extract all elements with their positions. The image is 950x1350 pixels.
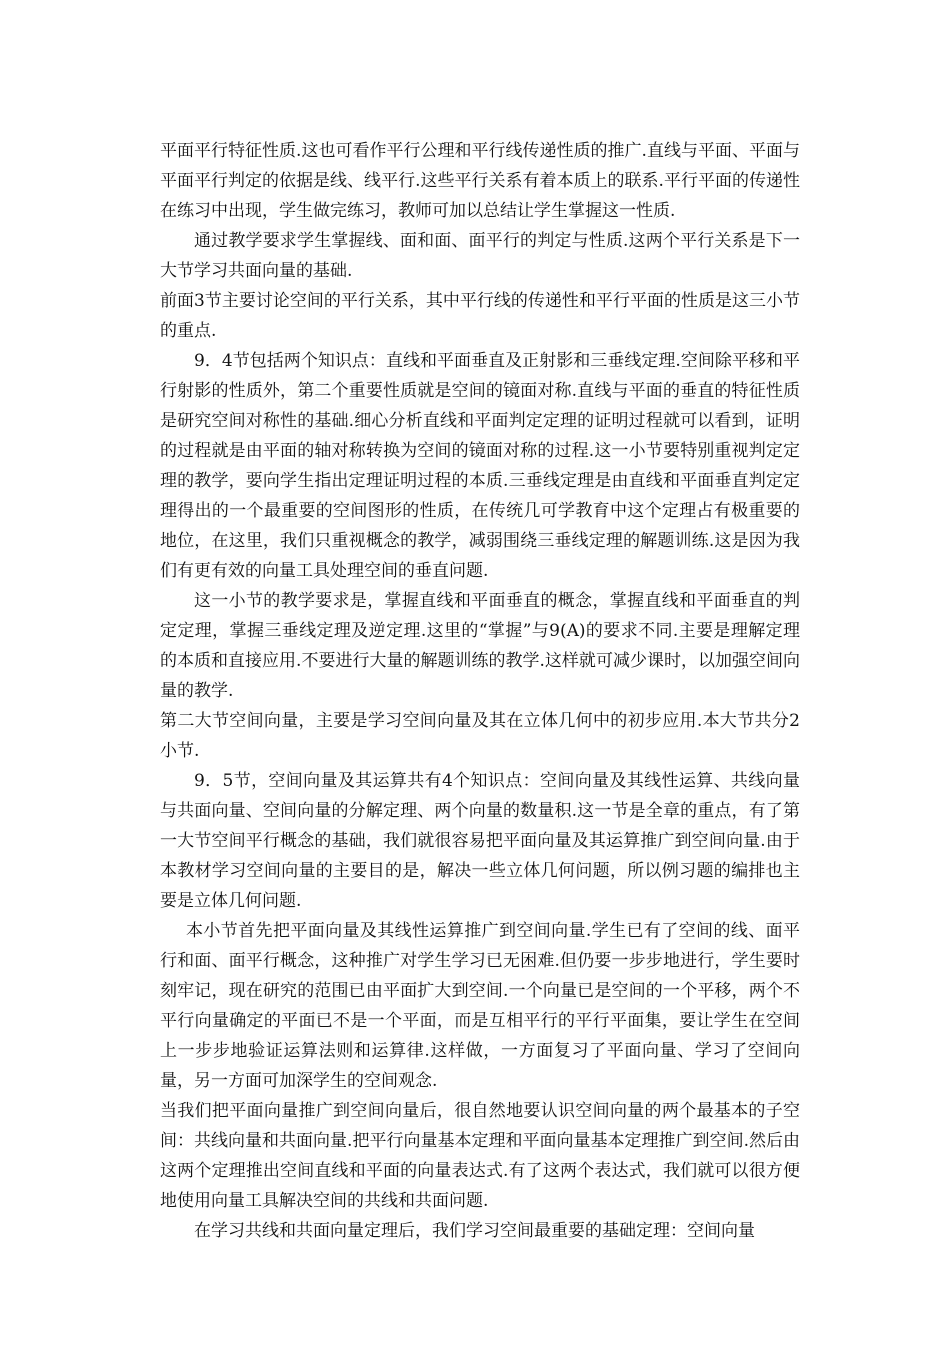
paragraph-9: 当我们把平面向量推广到空间向量后，很自然地要认识空间向量的两个最基本的子空间：共线向量和共面向量.把平行向量基本定理和平面向量基本定理推广到空间.然后由这两个定理推出空间直线和平面的向量表达式.有了这两个表达式，我们就可以很方便地使用向量工具解决空间的共线和共面问题.: [160, 1101, 800, 1211]
paragraph-8: 本小节首先把平面向量及其线性运算推广到空间向量.学生已有了空间的线、面平行和面、面平行概念，这种推广对学生学习已无困难.但仍要一步步地进行，学生要时刻牢记，现在研究的范围已由平面扩大到空间.一个向量已是空间的一个平移，两个不平行向量确定的平面已不是一个平面，而是互相平行的平行平面集，要让学生在空间上一步步地验证运算法则和运算律.这样做，一方面复习了平面向量、学习了空间向量，另一方面可加深学生的空间观念.: [160, 921, 800, 1091]
paragraph-1: 平面平行特征性质.这也可看作平行公理和平行线传递性质的推广.直线与平面、平面与平面平行判定的依据是线、线平行.这些平行关系有着本质上的联系.平行平面的传递性在练习中出现，学生做完练习，教师可加以总结让学生掌握这一性质.: [160, 141, 800, 221]
paragraph-3: 前面3节主要讨论空间的平行关系，其中平行线的传递性和平行平面的性质是这三小节的重点.: [160, 291, 800, 341]
paragraph-7: 9．5节，空间向量及其运算共有4个知识点：空间向量及其线性运算、共线向量与共面向量、空间向量的分解定理、两个向量的数量积.这一节是全章的重点，有了第一大节空间平行概念的基础，我们就很容易把平面向量及其运算推广到空间向量.由于本教材学习空间向量的主要目的是，解决一些立体几何问题，所以例习题的编排也主要是立体几何问题.: [160, 771, 800, 911]
paragraph-5: 这一小节的教学要求是，掌握直线和平面垂直的概念，掌握直线和平面垂直的判定定理，掌握三垂线定理及逆定理.这里的“掌握”与9(A)的要求不同.主要是理解定理的本质和直接应用.不要进行大量的解题训练的教学.这样就可减少课时，以加强空间向量的教学.: [160, 591, 800, 701]
paragraph-2: 通过教学要求学生掌握线、面和面、面平行的判定与性质.这两个平行关系是下一大节学习共面向量的基础.: [160, 231, 800, 281]
paragraph-10: 在学习共线和共面向量定理后，我们学习空间最重要的基础定理：空间向量: [194, 1221, 755, 1241]
document-body: [160, 136, 800, 1246]
paragraph-6: 第二大节空间向量，主要是学习空间向量及其在立体几何中的初步应用.本大节共分2小节.: [160, 711, 800, 761]
paragraph-4: 9．4节包括两个知识点：直线和平面垂直及正射影和三垂线定理.空间除平移和平行射影的性质外，第二个重要性质就是空间的镜面对称.直线与平面的垂直的特征性质是研究空间对称性的基础.细心分析直线和平面判定定理的证明过程就可以看到，证明的过程就是由平面的轴对称转换为空间的镜面对称的过程.这一小节要特别重视判定定理的教学，要向学生指出定理证明过程的本质.三垂线定理是由直线和平面垂直判定定理得出的一个最重要的空间图形的性质，在传统几可学教育中这个定理占有极重要的地位，在这里，我们只重视概念的教学，减弱围绕三垂线定理的解题训练.这是因为我们有更有效的向量工具处理空间的垂直问题.: [160, 351, 800, 581]
